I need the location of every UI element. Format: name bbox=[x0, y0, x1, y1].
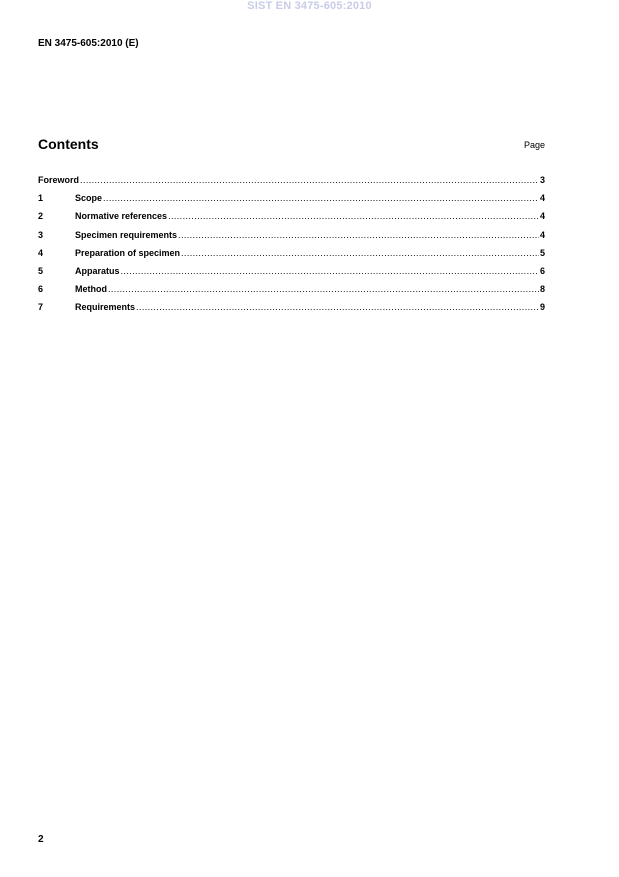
toc-entry-page: 8 bbox=[539, 284, 545, 295]
toc-entry-title: Specimen requirements bbox=[75, 229, 178, 240]
document-id: EN 3475-605:2010 (E) bbox=[38, 38, 139, 49]
toc-dot-leader bbox=[136, 302, 539, 313]
toc-entry-number: 2 bbox=[38, 211, 44, 222]
toc-entry-normative-references[interactable] bbox=[38, 211, 545, 229]
toc-entry-title: Requirements bbox=[75, 302, 136, 313]
toc-entry-apparatus[interactable] bbox=[38, 266, 545, 284]
toc-entry-number: 7 bbox=[38, 302, 44, 313]
toc-entry-number: 1 bbox=[38, 193, 44, 204]
contents-title: Contents bbox=[38, 136, 99, 152]
toc-entry-page: 3 bbox=[539, 175, 545, 185]
toc-entry-number: 5 bbox=[38, 265, 44, 276]
toc-entry-title: Normative references bbox=[75, 211, 168, 222]
toc-entry-specimen-requirements[interactable] bbox=[38, 230, 545, 248]
toc-entry-requirements[interactable] bbox=[38, 302, 545, 320]
watermark: SIST EN 3475-605:2010 bbox=[247, 0, 372, 12]
toc-entry-title: Preparation of specimen bbox=[75, 247, 181, 258]
toc-entry-number: 6 bbox=[38, 284, 44, 295]
toc-entry-foreword[interactable] bbox=[38, 175, 545, 193]
toc-entry-preparation-of-specimen[interactable] bbox=[38, 248, 545, 266]
toc-dot-leader bbox=[178, 230, 539, 241]
toc-entry-page: 4 bbox=[539, 229, 545, 240]
toc-dot-leader bbox=[121, 266, 539, 277]
page-column-label: Page bbox=[523, 140, 545, 150]
page-number: 2 bbox=[38, 834, 44, 845]
toc-entry-page: 9 bbox=[539, 302, 545, 313]
toc-entry-page: 4 bbox=[539, 193, 545, 204]
toc-entry-number: 4 bbox=[38, 247, 44, 258]
toc-entry-title: Scope bbox=[75, 193, 103, 204]
table-of-contents bbox=[38, 175, 545, 321]
toc-dot-leader bbox=[103, 193, 539, 204]
toc-dot-leader bbox=[108, 284, 539, 295]
toc-entry-number: 3 bbox=[38, 229, 44, 240]
toc-entry-title: Foreword bbox=[38, 175, 80, 185]
toc-entry-scope[interactable] bbox=[38, 193, 545, 211]
toc-entry-page: 4 bbox=[539, 211, 545, 222]
toc-entry-page: 6 bbox=[539, 265, 545, 276]
toc-dot-leader bbox=[181, 248, 539, 259]
toc-entry-title: Method bbox=[75, 284, 107, 295]
toc-dot-leader bbox=[80, 175, 539, 186]
toc-entry-page: 5 bbox=[539, 247, 545, 258]
toc-dot-leader bbox=[168, 211, 539, 222]
toc-entry-method[interactable] bbox=[38, 284, 545, 302]
toc-entry-title: Apparatus bbox=[75, 265, 120, 276]
